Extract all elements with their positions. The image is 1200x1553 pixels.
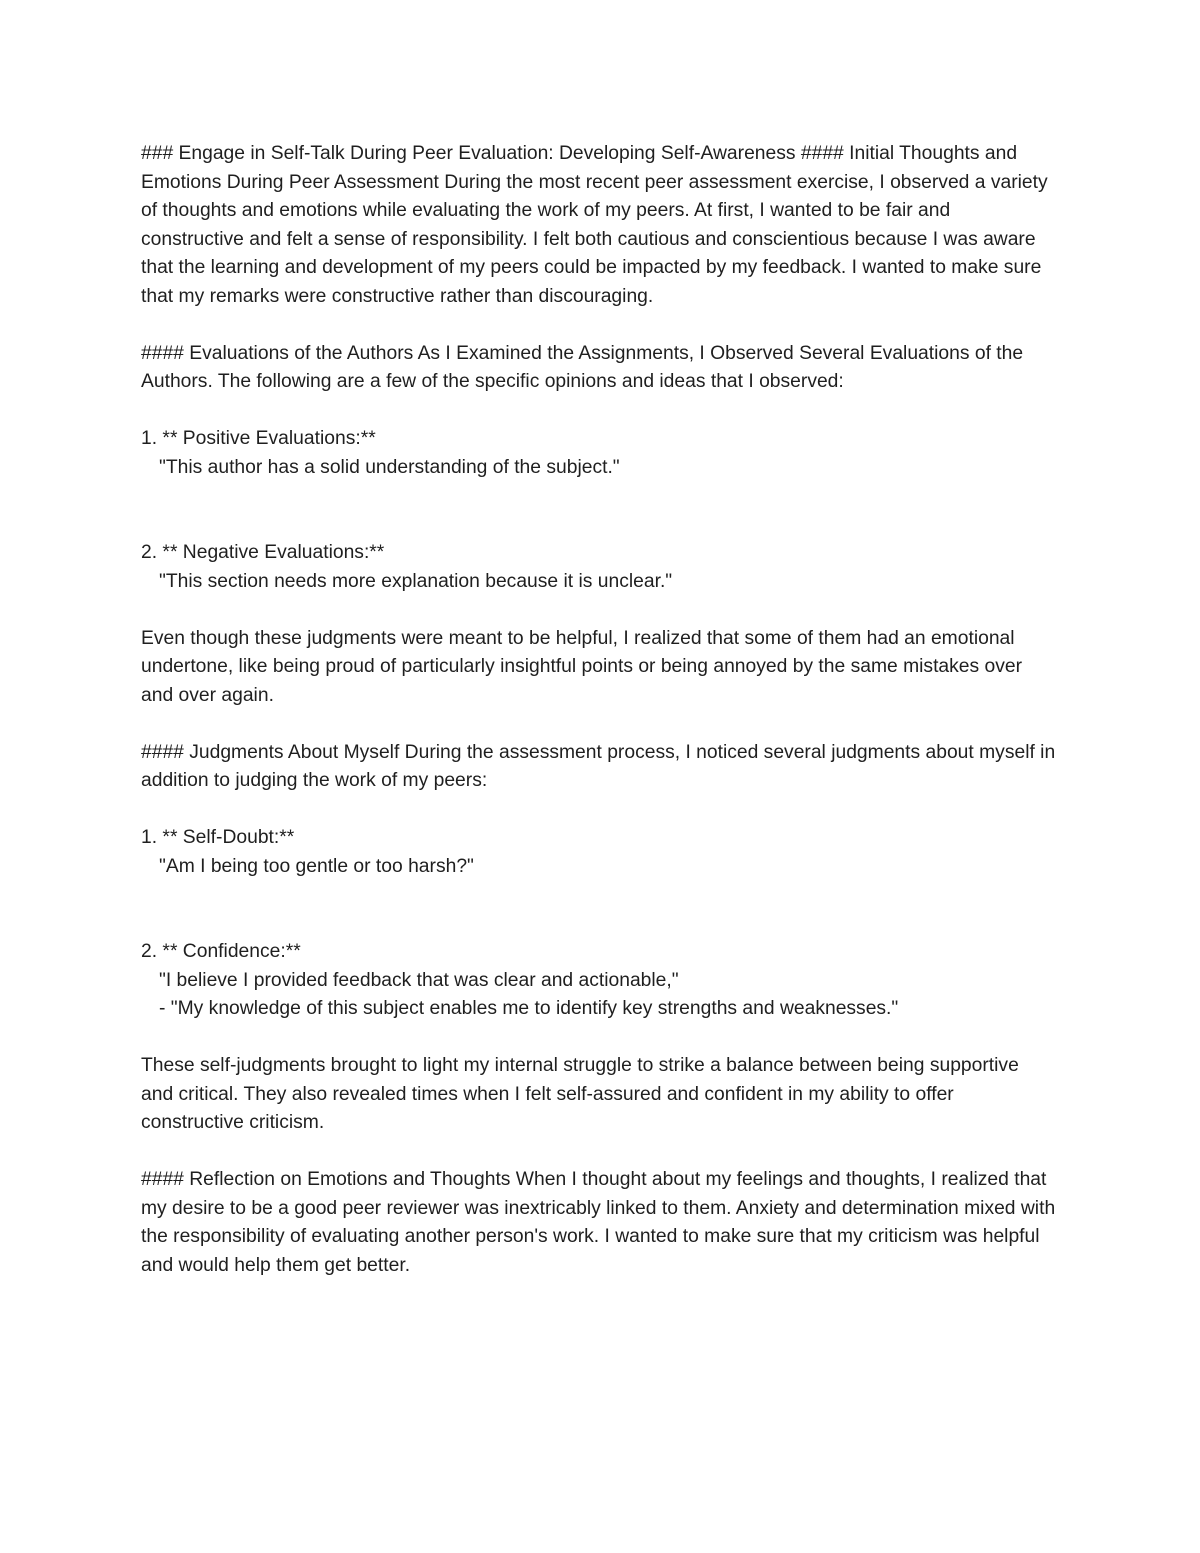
list-item-quote: "I believe I provided feedback that was clear and actionable," (159, 969, 679, 991)
evaluations-intro-paragraph: #### Evaluations of the Authors As I Examined the Assignments, I Observed Several Evaluations of the Authors. The following are a few of the specific opinions and ideas that I observed: (141, 342, 1024, 392)
list-item-negative-evaluations (141, 539, 1056, 596)
list-item-quote: "This author has a solid understanding of the subject." (159, 456, 620, 478)
list-item-heading: 2. ** Negative Evaluations:** (141, 542, 385, 563)
list-item-quote: - "My knowledge of this subject enables me to identify key strengths and weaknesses." (159, 998, 899, 1019)
list-item-quote: "Am I being too gentle or too harsh?" (159, 855, 474, 877)
list-item-heading: 2. ** Confidence:** (141, 941, 301, 962)
list-item-heading: 1. ** Positive Evaluations:** (141, 428, 376, 449)
list-item-heading: 1. ** Self-Doubt:** (141, 827, 295, 848)
reflection-paragraph: #### Reflection on Emotions and Thoughts When I thought about my feelings and thoughts, I realized that my desire to be a good peer reviewer was inextricably linked to them. Anxiety and determination mixed with the responsibility of evaluating another person's work. I wanted to make sure that my criticism was helpful and would help them get better. (141, 1169, 1056, 1276)
document-page (141, 140, 1056, 1309)
myself-summary-paragraph: These self-judgments brought to light my internal struggle to strike a balance between being supportive and critical. They also revealed times when I felt self-assured and confident in my ability to offer constructive criticism. (141, 1055, 1019, 1133)
list-item-self-doubt (141, 824, 1056, 881)
intro-paragraph: ### Engage in Self-Talk During Peer Evaluation: Developing Self-Awareness #### Initial Thoughts and Emotions During Peer Assessment During the most recent peer assessment exercise, I observed a variety of thoughts and emotions while evaluating the work of my peers. At first, I wanted to be fair and constructive and felt a sense of responsibility. I felt both cautious and conscientious because I was aware that the learning and development of my peers could be impacted by my feedback. I wanted to make sure that my remarks were constructive rather than discouraging. (141, 143, 1048, 307)
evaluations-summary-paragraph: Even though these judgments were meant to be helpful, I realized that some of them had an emotional undertone, like being proud of particularly insightful points or being annoyed by the same mistakes over and over again. (141, 627, 1023, 706)
list-item-quote: "This section needs more explanation because it is unclear." (159, 570, 673, 592)
myself-intro-paragraph: #### Judgments About Myself During the assessment process, I noticed several judgments about myself in addition to judging the work of my peers: (141, 741, 1056, 791)
list-item-confidence (141, 938, 1056, 1024)
list-item-positive-evaluations (141, 425, 1056, 482)
